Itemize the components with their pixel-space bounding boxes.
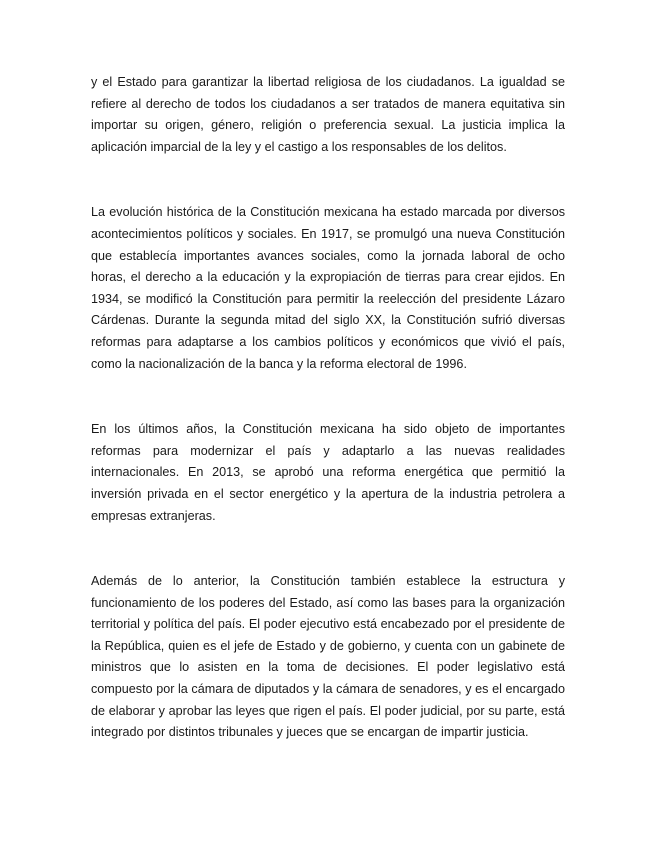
paragraph-religious-freedom-equality-justice: y el Estado para garantizar la libertad religiosa de los ciudadanos. La igualdad se refiere al derecho de todos los ciudadanos a ser tratados de manera equitativa sin importar su origen, género, religión o preferencia sexual. La justicia implica la aplicación imparcial de la ley y el castigo a los responsables de los delitos. bbox=[91, 75, 565, 154]
paragraph-powers-of-state: Además de lo anterior, la Constitución también establece la estructura y funcionamiento de los poderes del Estado, así como las bases para la organización territorial y política del país. El poder ejecutivo está encabezado por el presidente de la República, quien es el jefe de Estado y de gobierno, y cuenta con un gabinete de ministros que lo asisten en la toma de decisiones. El poder legislativo está compuesto por la cámara de diputados y la cámara de senadores, y es el encargado de elaborar y aprobar las leyes que rigen el país. El poder judicial, por su parte, está integrado por distintos tribunales y jueces que se encargan de impartir justicia. bbox=[91, 574, 565, 740]
paragraph-recent-reforms: En los últimos años, la Constitución mexicana ha sido objeto de importantes reformas para modernizar el país y adaptarlo a las nuevas realidades internacionales. En 2013, se aprobó una reforma energética que permitió la inversión privada en el sector energético y la apertura de la industria petrolera a empresas extranjeras. bbox=[91, 422, 565, 523]
paragraph-historical-evolution: La evolución histórica de la Constitución mexicana ha estado marcada por diversos acontecimientos políticos y sociales. En 1917, se promulgó una nueva Constitución que establecía importantes avances sociales, como la jornada laboral de ocho horas, el derecho a la educación y la expropiación de tierras para crear ejidos. En 1934, se modificó la Constitución para permitir la reelección del presidente Lázaro Cárdenas. Durante la segunda mitad del siglo XX, la Constitución sufrió diversas reformas para adaptarse a los cambios políticos y económicos que vivió el país, como la nacionalización de la banca y la reforma electoral de 1996. bbox=[91, 205, 565, 371]
document-body bbox=[91, 72, 565, 744]
